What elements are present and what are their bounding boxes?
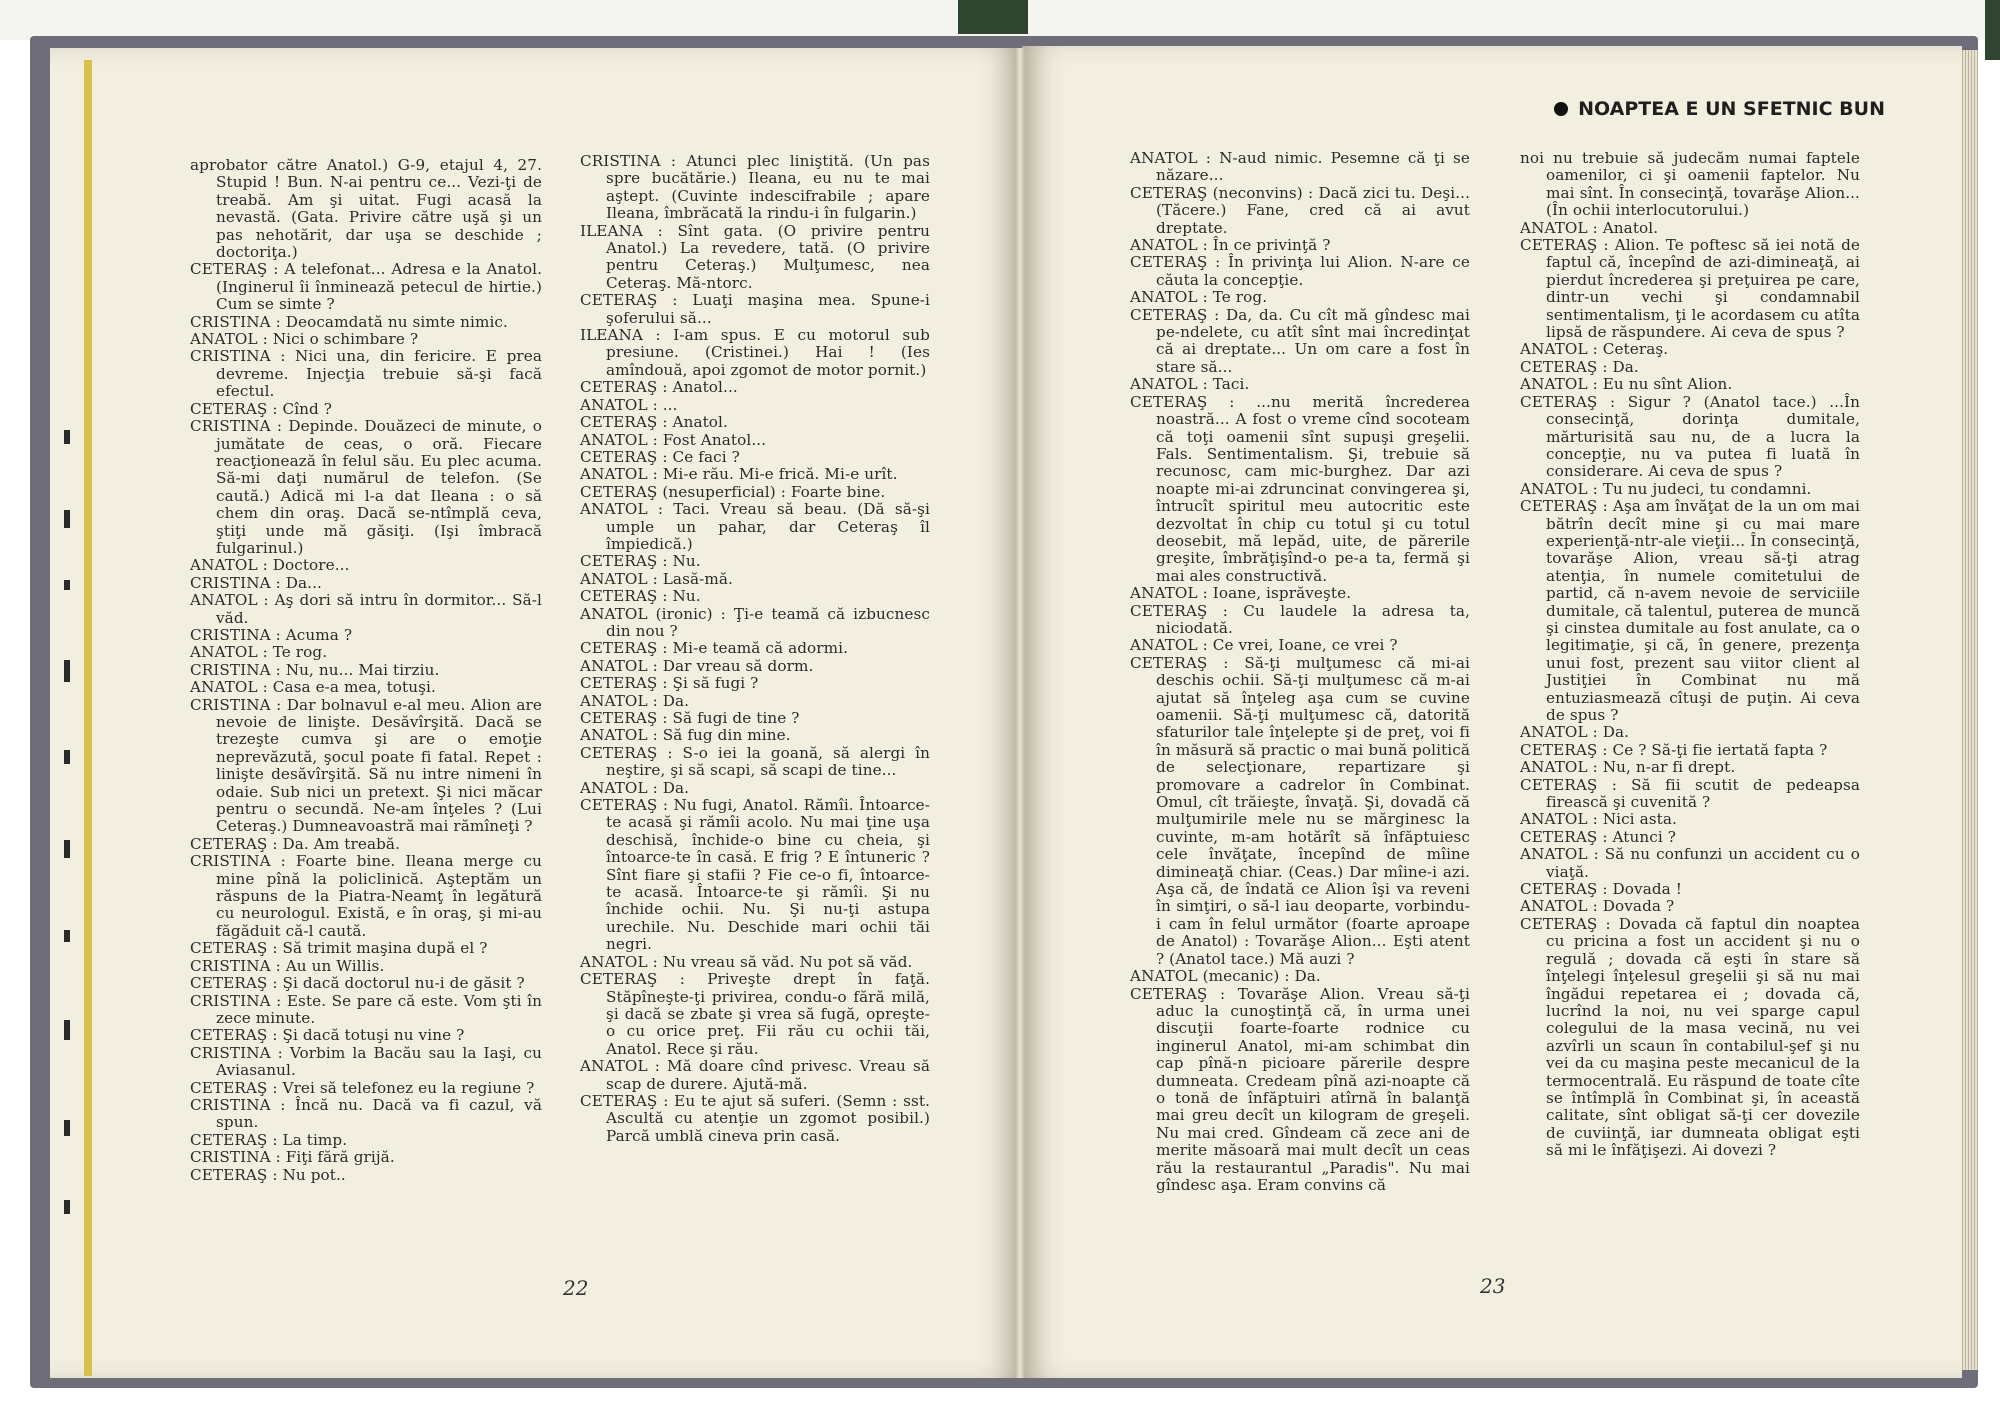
text-line: CRISTINA : Da... xyxy=(190,573,322,592)
text-line: ANATOL : Da. xyxy=(580,778,690,797)
book-spine-fold xyxy=(1015,48,1025,1378)
text-line: ANATOL : Dar vreau să dorm. xyxy=(580,656,814,675)
text-line: CRISTINA : Nici una, din fericire. E prea devreme. Injecţia trebuie să-şi facă efectul. xyxy=(190,347,542,401)
text-line: ANATOL : Tu nu judeci, tu condamni. xyxy=(1520,479,1812,498)
text-line: CETERAŞ : Aşa am învăţat de la un om mai bătrîn decît mine şi cu mai mare experienţă-ntr-ale vieţii... În consecinţă, tovarăşe Alion, vreau să-ţi atrag atenţia, în numele comitetului de partid, că n-avem nevoie de serviciile dumitale, că talentul, puterea de muncă şi cinstea dumitale au fost anulate, ca o legitimaţie, şi că, în genere, prezenţa unui fost, prezent sau viitor client al Justiţiei în Combinat nu mă entuziasmează cîtuşi de puţin. Ai ceva de spus ? xyxy=(1520,497,1860,724)
text-line: ANATOL : În ce privinţă ? xyxy=(1130,236,1331,255)
text-line: ANATOL : Lasă-mă. xyxy=(580,569,733,588)
text-line: CETERAŞ : ...nu merită încrederea noastră... A fost o vreme cînd socoteam că toţi oamenii sînt supuşi greşelii. Fals. Sentimentalism. Şi, trebuie să recunosc, cam mic-burghez. Dar azi noapte mi-ai zdruncinat convingerea şi, întrucît spiritul meu autocritic este dezvoltat în chip cu totul şi cu totul deosebit, mă lepăd, uite, de părerile greşite, îmbrăţişînd-o pe-a ta, fermă şi mai ales constructivă. xyxy=(1130,392,1470,585)
text-line: CETERAŞ : A telefonat... Adresa e la Anatol. (Inginerul îi înminează petecul de hirtie.) Cum se simte ? xyxy=(190,260,542,314)
text-line: CETERAŞ : În privinţa lui Alion. N-are ce căuta la concepţie. xyxy=(1130,253,1470,289)
text-line: CETERAŞ : Nu. xyxy=(580,552,701,571)
text-line: CETERAŞ : Dovada ! xyxy=(1520,880,1682,899)
background-green-object xyxy=(958,0,1028,34)
text-line: CETERAŞ : Da, da. Cu cît mă gîndesc mai pe-ndelete, cu atît sînt mai încredinţat că ai dreptate... Un om care a fost în stare să... xyxy=(1130,305,1470,376)
text-line: ANATOL : Nu vreau să văd. Nu pot să văd. xyxy=(580,952,913,971)
text-line: ANATOL : Doctore... xyxy=(190,556,350,575)
text-line: CRISTINA : Foarte bine. Ileana merge cu mine pînă la policlinică. Aşteptăm un răspuns de la Piatra-Neamţ în legătură cu neurologul. Există, e în oraş, şi mi-au făgăduit că-l caută. xyxy=(190,852,542,940)
text-line: ANATOL : Te rog. xyxy=(1130,288,1268,307)
text-line: ANATOL : Mi-e rău. Mi-e frică. Mi-e urît. xyxy=(580,465,898,484)
text-line: ANATOL : N-aud nimic. Pesemne că ţi se năzare... xyxy=(1130,149,1470,185)
text-line: ILEANA : Sînt gata. (O privire pentru Anatol.) La revedere, tată. (O privire pentru Ceteraş.) Mulţumesc, nea Ceteraş. Mă-ntorc. xyxy=(580,221,930,292)
text-line: CETERAŞ : Ce faci ? xyxy=(580,447,740,466)
text-line: CRISTINA : Au un Willis. xyxy=(190,956,385,975)
left-page-edge xyxy=(84,60,92,1376)
text-line: CETERAŞ : Priveşte drept în faţă. Stăpîneşte-ţi privirea, condu-o fără milă, şi dacă se zbate şi vrea să fugă, opreşte-o cu orice preţ. Fii rău cu ochii tăi, Anatol. Rece şi rău. xyxy=(580,970,930,1058)
column-text xyxy=(190,157,542,1184)
text-line: ANATOL : Nici asta. xyxy=(1520,810,1677,829)
text-line: ANATOL : Să fug din mine. xyxy=(580,726,791,745)
text-line: CETERAŞ : Da. Am treabă. xyxy=(190,834,400,853)
text-line: CETERAŞ : Să fugi de tine ? xyxy=(580,709,800,727)
text-line: ANATOL : ... xyxy=(580,395,678,414)
text-line: ANATOL : Casa e-a mea, totuşi. xyxy=(190,678,436,697)
column-text xyxy=(1520,150,1860,1160)
text-line: CETERAŞ : Anatol... xyxy=(580,378,738,397)
text-line: ANATOL : Da. xyxy=(580,691,690,710)
text-line: CETERAŞ : Şi dacă totuşi nu vine ? xyxy=(190,1026,465,1045)
text-line: ILEANA : I-am spus. E cu motorul sub presiune. (Cristinei.) Hai ! (Ies amîndouă, apoi zgomot de motor pornit.) xyxy=(580,326,930,379)
header-title: NOAPTEA E UN SFETNIC BUN xyxy=(1578,98,1885,120)
text-line: ANATOL : Te rog. xyxy=(190,643,328,662)
text-line: CRISTINA : Este. Se pare că este. Vom şti în zece minute. xyxy=(190,991,542,1027)
text-line: CRISTINA : Nu, nu... Mai tirziu. xyxy=(190,660,440,679)
text-line: ANATOL : Aş dori să intru în dormitor... Să-l văd. xyxy=(190,591,542,627)
text-line: ANATOL : Taci. Vreau să beau. (Dă să-şi umple un pahar, dar Ceteraş îl împiedică.) xyxy=(580,500,930,553)
text-line: CETERAŞ : Mi-e teamă că adormi. xyxy=(580,639,849,658)
text-line: noi nu trebuie să judecăm numai faptele oamenilor, ci şi oamenii faptelor. Nu mai sînt. În consecinţă, tovarăşe Alion... (În ochii interlocutorului.) xyxy=(1520,149,1860,220)
text-line: CETERAŞ : Atunci ? xyxy=(1520,827,1677,846)
text-line: CRISTINA : Acuma ? xyxy=(190,625,353,644)
text-line: ANATOL : Taci. xyxy=(1130,375,1250,394)
text-line: CETERAŞ : Şi să fugi ? xyxy=(580,674,759,693)
text-line: CETERAŞ : Să fii scutit de pedeapsa firească şi cuvenită ? xyxy=(1520,775,1860,812)
text-line: aprobator către Anatol.) G-9, etajul 4, 27. Stupid ! Bun. N-ai pentru ce... Vezi-ţi de treabă. Am şi uitat. Fugi acasă la nevastă. (Gata. Privire către uşă şi un pas nehotărit, dar uşa se deschide ; doctoriţa.) xyxy=(190,156,542,262)
margin-marks xyxy=(60,430,76,1230)
text-line: ANATOL : Ioane, isprăveşte. xyxy=(1130,584,1352,603)
text-line: CRISTINA : Atunci plec liniştită. (Un pas spre bucătărie.) Ileana, eu nu te mai aştept. (Cuvinte indescifrabile ; apare Ileana, îmbrăcată la rindu-i în fulgarin.) xyxy=(580,152,930,223)
text-line: CETERAŞ : La timp. xyxy=(190,1130,348,1149)
text-line: CETERAŞ : Cînd ? xyxy=(190,399,333,418)
text-line: CETERAŞ : Nu fugi, Anatol. Rămîi. Întoarce-te acasă şi rămîi acolo. Nu mai ţine uşa deschisă, închide-o bine cu cheia, şi întoarce-te în casă. E frig ? E întuneric ? Sînt fiare şi stafii ? Fie ce-o fi, întoarce-te acasă. Întoarce-te şi rămîi. Şi nu închide ochii. Nu. Şi nu-ţi astupa urechile. Nu. Deschide mari ochii tăi negri. xyxy=(580,796,930,954)
text-line: ANATOL : Eu nu sînt Alion. xyxy=(1520,375,1733,394)
text-line: ANATOL : Ceteraş. xyxy=(1520,340,1669,359)
text-line: CETERAŞ : Vrei să telefonez eu la regiune ? xyxy=(190,1078,535,1097)
text-column-4 xyxy=(1520,150,1860,1160)
page-number-right: 23 xyxy=(1480,1274,1506,1298)
text-line: CRISTINA : Vorbim la Bacău sau la Iaşi, cu Aviasanul. xyxy=(190,1043,542,1080)
text-line: CRISTINA : Dar bolnavul e-al meu. Alion are nevoie de linişte. Desăvîrşită. Dacă se trezeşte cumva şi are o emoţie neprevăzută, şocul poate fi fatal. Repet : linişte desăvîrşită. Să nu intre nimeni în odaie. Sub nici un pretext. Şi nici măcar pentru o secundă. Ne-am înţeles ? (Lui Ceteraş.) Dumneavoastră mai rămîneţi ? xyxy=(190,695,542,836)
text-column-2 xyxy=(580,153,930,1145)
text-line: CETERAŞ : Luaţi maşina mea. Spune-i şoferului să... xyxy=(580,291,930,327)
column-text xyxy=(580,153,930,1145)
text-line: CRISTINA : Depinde. Douăzeci de minute, o jumătate de ceas, o oră. Fiecare reacţionează în felul său. Eu plec acuma. Să-mi daţi numărul de telefon. (Se caută.) Adică mi l-a dat Ileana : o să chem din oraş. Dacă se-ntîmplă ceva, ştiţi unde mă găsiţi. (Işi îmbracă fulgarinul.) xyxy=(190,417,542,557)
text-line: ANATOL : Fost Anatol... xyxy=(580,430,767,449)
text-line: CETERAŞ : Ce ? Să-ţi fie iertată fapta ? xyxy=(1520,740,1828,759)
text-line: ANATOL : Ce vrei, Ioane, ce vrei ? xyxy=(1130,636,1398,655)
bullet-icon xyxy=(1554,102,1568,116)
page-edges xyxy=(1960,50,1978,1370)
text-line: CETERAŞ : Să trimit maşina după el ? xyxy=(190,939,488,958)
text-line: CETERAŞ : Cu laudele la adresa ta, niciodată. xyxy=(1130,601,1470,637)
text-line: CETERAŞ : Anatol. xyxy=(580,413,728,432)
text-line: CETERAŞ : Alion. Te poftesc să iei notă de faptul că, începînd de azi-dimineaţă, ai pierdut încrederea şi preţuirea pe care, dintr-un vechi şi condamnabil sentimentalism, ţi le acordasem cu atîta lipsă de răspundere. Ai ceva de spus ? xyxy=(1520,236,1860,342)
text-line: ANATOL : Nu, n-ar fi drept. xyxy=(1520,758,1736,777)
text-line: ANATOL : Nici o schimbare ? xyxy=(190,330,419,349)
text-line: ANATOL : Mă doare cînd privesc. Vreau să scap de durere. Ajută-mă. xyxy=(580,1057,930,1093)
text-line: CETERAŞ : S-o iei la goană, să alergi în neştire, şi să scapi, să scapi de tine... xyxy=(580,743,930,780)
text-line: CETERAŞ : Eu te ajut să suferi. (Semn : sst. Ascultă cu atenţie un zgomot posibil.) Parcă umblă cineva prin casă. xyxy=(580,1091,930,1145)
text-line: CRISTINA : Deocamdată nu simte nimic. xyxy=(190,312,508,331)
text-line: CETERAŞ : Nu pot.. xyxy=(190,1165,346,1184)
text-line: ANATOL : Da. xyxy=(1520,723,1630,742)
text-line: CETERAŞ : Da. xyxy=(1520,357,1639,376)
background-green-corner xyxy=(1985,0,2000,60)
text-line: ANATOL : Anatol. xyxy=(1520,218,1659,237)
text-line: ANATOL (ironic) : Ţi-e teamă că izbucnesc din nou ? xyxy=(580,604,930,640)
text-line: ANATOL : Să nu confunzi un accident cu o viaţă. xyxy=(1520,845,1860,881)
text-line: CETERAŞ : Şi dacă doctorul nu-i de găsit ? xyxy=(190,974,525,993)
text-line: ANATOL : Dovada ? xyxy=(1520,897,1675,916)
running-header xyxy=(1554,98,1885,120)
text-line: CETERAŞ : Să-ţi mulţumesc că mi-ai deschis ochii. Să-ţi mulţumesc că m-ai ajutat să înţeleg aşa cum se cuvine oamenii. Să-ţi mulţumesc că, datorită sfaturilor tale înţelepte şi de preţ, voi fi în măsură să practic o mai bună politică de selecţionare, repartizare şi promovare a cadrelor în Combinat. Omul, cît trăieşte, învaţă. Şi, dovadă că mulţumirile mele nu se mărginesc la cuvinte, m-am hotărît să înfăptuiesc cele învăţate, începînd de mîine dimineaţă chiar. (Ceas.) Dar mîine-i azi. Aşa că, de îndată ce Alion îşi va reveni în simţiri, o să-l iau deoparte, vorbindu-i cam în felul următor (foarte aproape de Anatol) : Tovarăşe Alion... Eşti atent ? (Anatol tace.) Mă auzi ? xyxy=(1130,653,1470,968)
text-column-1 xyxy=(190,157,542,1184)
text-line: CETERAŞ : Dovada că faptul din noaptea cu pricina a fost un accident şi nu o regulă ; dovada că eşti în stare să înţelegi înţelesul greşelii şi să nu mai îngădui repetarea ei ; dovada că, lucrînd la noi, nu vei sparge capul colegului de la masa vecină, nu vei azvîrli un scaun în contabilul-şef şi nu vei da cu maşina peste mecanicul de la termocentrală. Eu răspund de toate cîte se întîmplă în Combinat şi, în această calitate, sînt obligat să-ţi cer dovezile de cuviinţă, iar dumneata obligat eşti să mi le înfăţişezi. Ai dovezi ? xyxy=(1520,914,1860,1160)
text-line: CRISTINA : Încă nu. Dacă va fi cazul, vă spun. xyxy=(190,1095,542,1132)
text-line: ANATOL (mecanic) : Da. xyxy=(1130,967,1321,986)
text-line: CETERAŞ : Sigur ? (Anatol tace.) ...În consecinţă, dorinţa dumitale, mărturisită sau nu, de a lucra la concepţie, nu va putea fi luată în considerare. Ai ceva de spus ? xyxy=(1520,392,1860,481)
text-line: CETERAŞ (nesuperficial) : Foarte bine. xyxy=(580,482,886,501)
column-text xyxy=(1130,150,1470,1194)
text-line: CETERAŞ (neconvins) : Dacă zici tu. Deşi... (Tăcere.) Fane, cred că ai avut dreptate. xyxy=(1130,183,1470,237)
page-number-left: 22 xyxy=(563,1276,589,1300)
text-column-3 xyxy=(1130,150,1470,1194)
text-line: CETERAŞ : Tovarăşe Alion. Vreau să-ţi aduc la cunoştinţă că, în urma unei discuţii foarte-foarte rodnice cu inginerul Anatol, mi-am schimbat din cap pînă-n picioare părerile despre dumneata. Credeam pînă azi-noapte că o tonă de înfăptuiri atîrnă în balanţă mai greu decît un kilogram de greşeli. Nu mai cred. Gîndeam că zece ani de merite măsoară mai mult decît un ceas rău la restaurantul „Paradis". Nu mai gîndesc aşa. Eram convins că xyxy=(1130,984,1470,1194)
text-line: CETERAŞ : Nu. xyxy=(580,587,701,606)
text-line: CRISTINA : Fiţi fără grijă. xyxy=(190,1148,395,1167)
